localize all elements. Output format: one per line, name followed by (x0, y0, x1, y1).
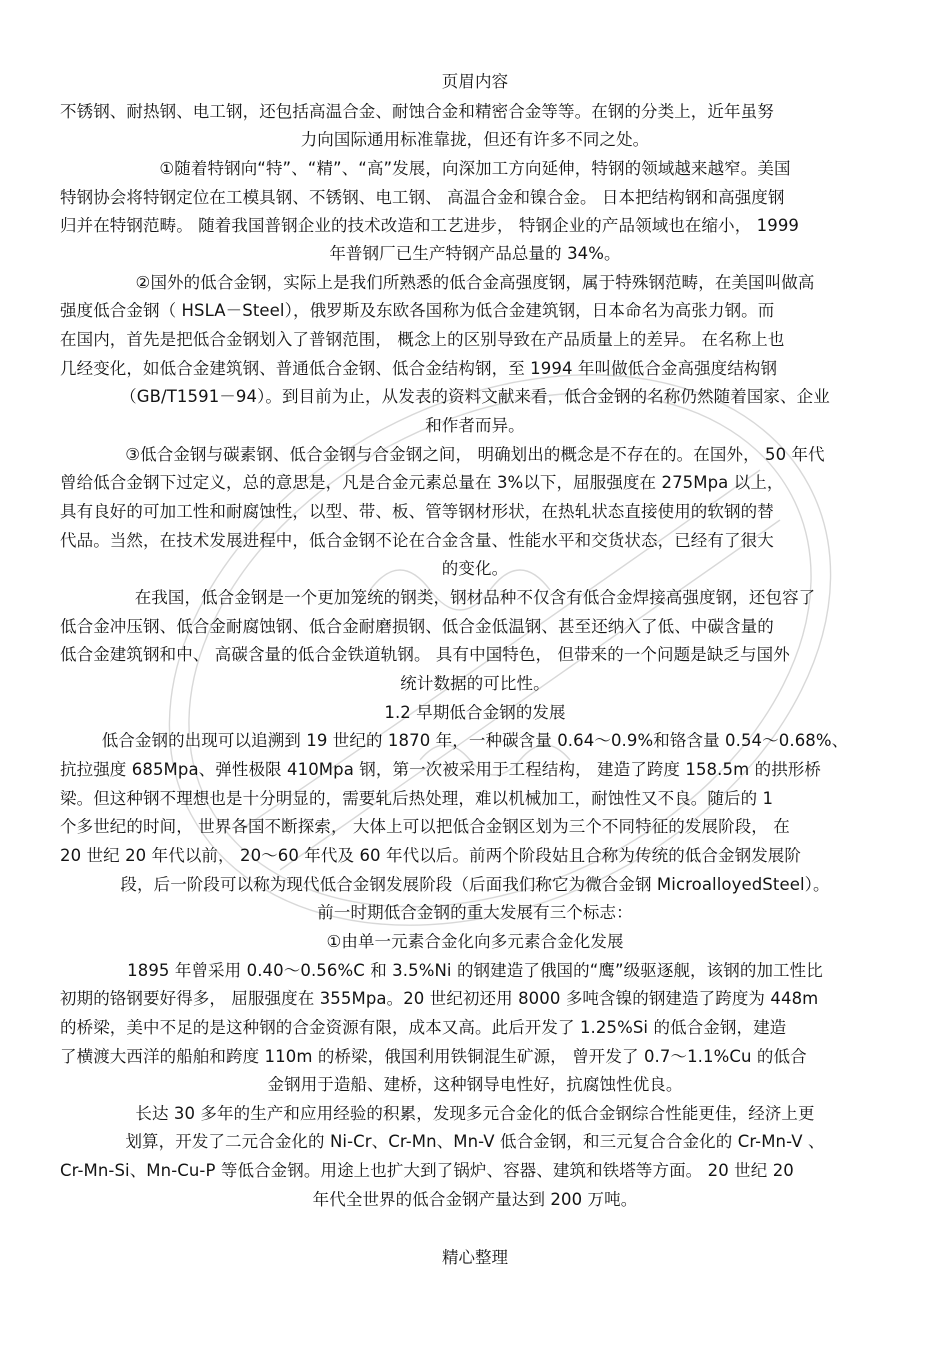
page-header: 页眉内容 (441, 72, 509, 91)
text-line: 力向国际通用标准靠拢，但还有许多不同之处。 (300, 130, 650, 149)
text-line: 划算，开发了二元合金化的 Ni-Cr、Cr-Mn、Mn-V 低合金钢，和三元复合合金化的 Cr-Mn-V 、 (125, 1132, 825, 1151)
text-line: 在我国，低合金钢是一个更加笼统的钢类，钢材品种不仅含有低合金焊接高强度钢，还包容了 (134, 588, 816, 607)
text-line: 低合金建筑钢和中、 高碳含量的低合金铁道轨钢。 具有中国特色， 但带来的一个问题是缺乏与国外 (60, 645, 790, 664)
text-line: 段，后一阶段可以称为现代低合金钢发展阶段（后面我们称它为微合金钢 MicroalloyedSteel）。 (120, 875, 830, 894)
text-line: 20 世纪 20 年代以前， 20～60 年代及 60 年代以后。前两个阶段姑且合称为传统的低合金钢发展阶 (60, 846, 801, 865)
text-line: Cr-Mn-Si、Mn-Cu-P 等低合金钢。用途上也扩大到了锅炉、容器、建筑和铁塔等方面。 20 世纪 20 (60, 1161, 794, 1180)
text-line: ③低合金钢与碳素钢、低合金钢与合金钢之间， 明确划出的概念是不存在的。在国外， 50 年代 (125, 445, 825, 464)
text-line: 1895 年曾采用 0.40～0.56%C 和 3.5%Ni 的钢建造了俄国的“鹰”级驱逐舰，该钢的加工性比 (127, 961, 823, 980)
text-line: 在国内，首先是把低合金钢划入了普钢范围， 概念上的区别导致在产品质量上的差异。 在名称上也 (60, 330, 785, 349)
text-line: 具有良好的可加工性和耐腐蚀性，以型、带、板、管等钢材形状，在热轧状态直接使用的软钢的替 (60, 502, 774, 521)
text-line: 梁。但这种钢不理想也是十分明显的，需要轧后热处理，难以机械加工，耐蚀性又不良。随后的 1 (60, 789, 774, 808)
text-line: 低合金钢的出现可以追溯到 19 世纪的 1870 年，一种碳含量 0.64～0.9%和铬含量 0.54～0.68%、 (101, 731, 849, 750)
text-line: 归并在特钢范畴。 随着我国普钢企业的技术改造和工艺进步， 特钢企业的产品领域也在缩小， 1999 (60, 216, 800, 235)
text-line: 几经变化，如低合金建筑钢、普通低合金钢、低合金结构钢，至 1994 年叫做低合金高强度结构钢 (60, 359, 778, 378)
text-line: 抗拉强度 685Mpa、弹性极限 410Mpa 钢，第一次被采用于工程结构， 建造了跨度 158.5m 的拱形桥 (60, 760, 822, 779)
text-line: 金钢用于造船、建桥，这种钢导电性好，抗腐蚀性优良。 (267, 1075, 683, 1094)
text-line: 年代全世界的低合金钢产量达到 200 万吨。 (312, 1190, 638, 1209)
text-line: 个多世纪的时间， 世界各国不断探索， 大体上可以把低合金钢区划为三个不同特征的发展阶段， 在 (60, 817, 790, 836)
text-line: 特钢协会将特钢定位在工模具钢、不锈钢、电工钢、 高温合金和镍合金。 日本把结构钢和高强度钢 (60, 188, 785, 207)
text-line: 代品。当然，在技术发展进程中，低合金钢不论在合金含量、性能水平和交货状态，已经有了很大 (60, 531, 774, 550)
text-line: 前一时期低合金钢的重大发展有三个标志： (317, 903, 633, 922)
text-line: 统计数据的可比性。 (400, 674, 550, 693)
text-line: 低合金冲压钢、低合金耐腐蚀钢、低合金耐磨损钢、低合金低温钢、甚至还纳入了低、中碳含量的 (60, 617, 774, 636)
section-heading: 1.2 早期低合金钢的发展 (384, 703, 566, 722)
text-line: ②国外的低合金钢，实际上是我们所熟悉的低合金高强度钢，属于特殊钢范畴，在美国叫做高 (135, 273, 815, 292)
text-line: 强度低合金钢（ HSLA－Steel），俄罗斯及东欧各国称为低合金建筑钢，日本命名为高张力钢。而 (60, 301, 775, 320)
text-line: 曾给低合金钢下过定义，总的意思是，凡是合金元素总量在 3%以下，屈服强度在 275Mpa 以上， (60, 473, 784, 492)
text-line: （GB/T1591－94）。到目前为止，从发表的资料文献来看，低合金钢的名称仍然随着国家、企业 (120, 387, 830, 406)
text-line: ①由单一元素合金化向多元素合金化发展 (326, 932, 624, 951)
text-line: 的桥梁，美中不足的是这种钢的合金资源有限，成本又高。此后开发了 1.25%Si 的低合金钢，建造 (60, 1018, 787, 1037)
text-line: 不锈钢、耐热钢、电工钢，还包括高温合金、耐蚀合金和精密合金等等。在钢的分类上，近年虽努 (60, 102, 774, 121)
text-line: 年普钢厂已生产特钢产品总量的 34%。 (329, 244, 621, 263)
page-footer: 精心整理 (442, 1248, 508, 1267)
text-line: 和作者而异。 (425, 416, 525, 435)
text-line: ①随着特钢向“特”、“精”、“高”发展，向深加工方向延伸，特钢的领域越来越窄。美国 (159, 159, 791, 178)
text-line: 初期的铬钢要好得多， 屈服强度在 355Mpa。20 世纪初还用 8000 多吨含镍的钢建造了跨度为 448m (60, 989, 819, 1008)
text-line: 了横渡大西洋的船舶和跨度 110m 的桥梁，俄国利用铁铜混生矿源， 曾开发了 0.7～1.1%Cu 的低合 (60, 1047, 807, 1066)
text-line: 的变化。 (441, 559, 509, 578)
text-line: 长达 30 多年的生产和应用经验的积累，发现多元合金化的低合金钢综合性能更佳，经济上更 (135, 1104, 815, 1123)
